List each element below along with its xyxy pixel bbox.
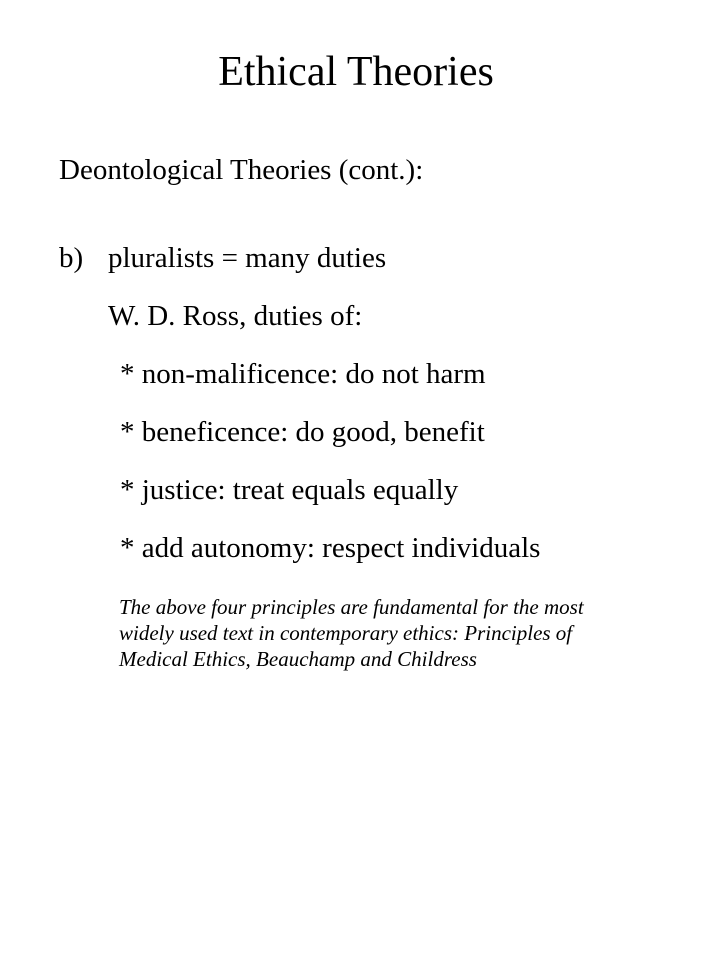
footnote-line: The above four principles are fundamental for the most [119, 595, 584, 619]
duty-item: * beneficence: do good, benefit [120, 416, 485, 448]
duty-item: * justice: treat equals equally [120, 474, 459, 506]
footnote-line: widely used text in contemporary ethics: Principles of [119, 621, 573, 645]
slide-title: Ethical Theories [218, 49, 494, 95]
slide-subtitle: Deontological Theories (cont.): [59, 154, 424, 186]
list-marker: b) [59, 242, 84, 274]
footnote-line: Medical Ethics, Beauchamp and Childress [119, 647, 477, 671]
footnote [119, 594, 679, 672]
duty-item: * non-malificence: do not harm [120, 358, 486, 390]
duty-item: * add autonomy: respect individuals [120, 532, 541, 564]
ross-line: W. D. Ross, duties of: [108, 300, 363, 332]
item-text: pluralists = many duties [108, 242, 387, 274]
